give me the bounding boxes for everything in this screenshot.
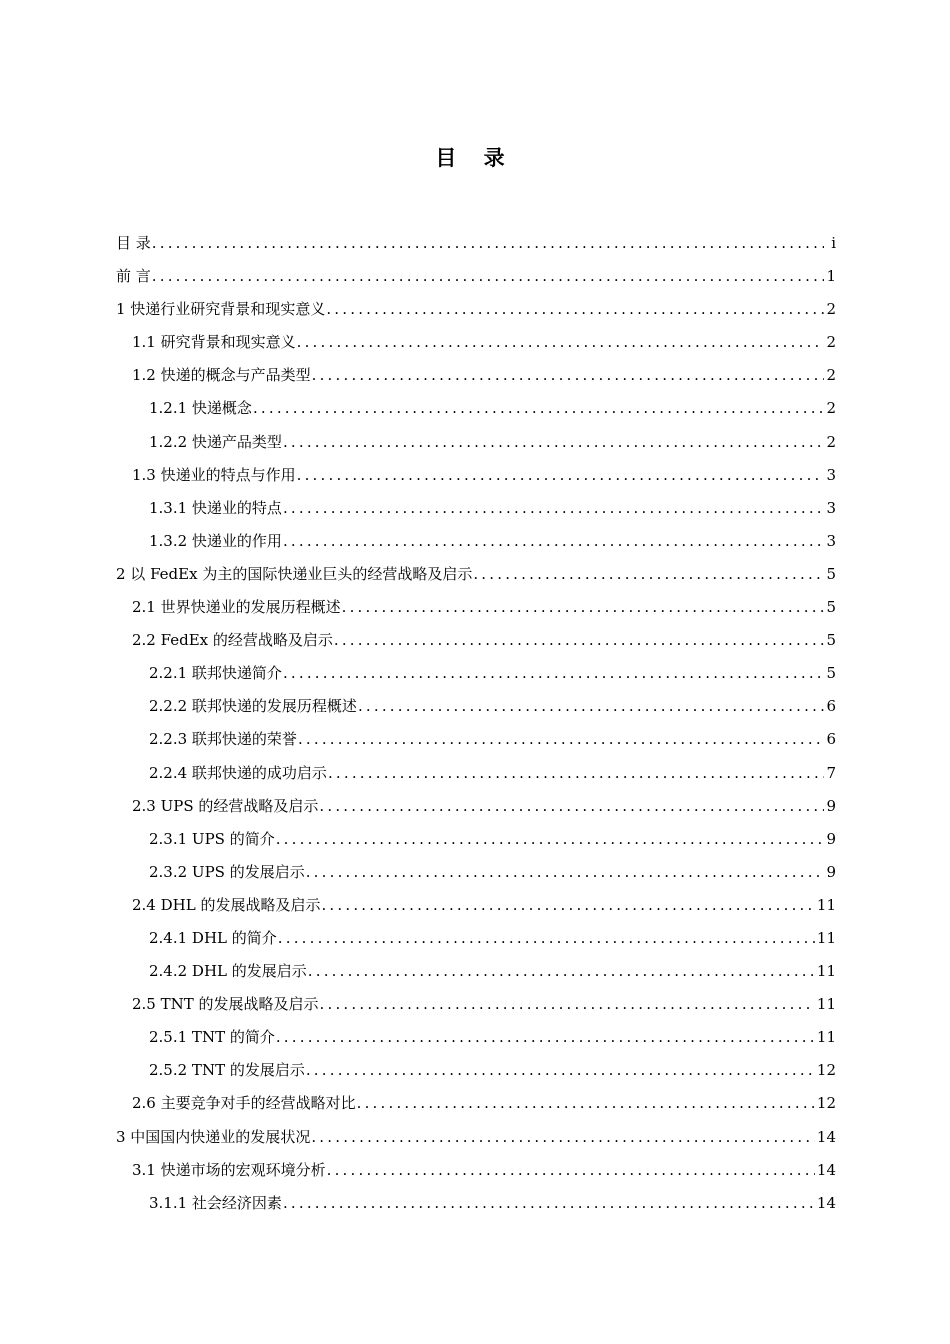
toc-entry[interactable] — [116, 464, 836, 497]
toc-entry-page-number: 1 — [826, 267, 836, 286]
toc-leader-dots — [334, 629, 824, 651]
toc-entry[interactable] — [116, 530, 836, 563]
toc-leader-dots — [298, 728, 824, 750]
toc-entry-label: 2.2.1 联邦快递简介 — [149, 664, 282, 683]
toc-leader-dots — [306, 861, 824, 883]
toc-entry[interactable] — [116, 1159, 836, 1192]
toc-entry[interactable] — [116, 596, 836, 629]
toc-entry-page-number: 11 — [816, 962, 836, 981]
toc-entry-label: 2.4.1 DHL 的简介 — [149, 928, 277, 947]
toc-entry-label: 1.3.2 快递业的作用 — [149, 531, 282, 550]
toc-entry[interactable] — [116, 695, 836, 728]
toc-entry-label: 3 中国国内快递业的发展状况 — [116, 1127, 311, 1146]
toc-entry-label: 2 以 FedEx 为主的国际快递业巨头的经营战略及启示 — [116, 564, 473, 583]
toc-entry[interactable] — [116, 1059, 836, 1092]
toc-entry[interactable] — [116, 828, 836, 861]
toc-entry-page-number: 7 — [826, 763, 836, 782]
toc-entry-page-number: 11 — [816, 1028, 836, 1047]
toc-leader-dots — [283, 1192, 815, 1214]
toc-entry-label: 3.1.1 社会经济因素 — [149, 1193, 282, 1212]
toc-entry[interactable] — [116, 629, 836, 662]
toc-entry-page-number: 14 — [816, 1160, 836, 1179]
toc-leader-dots — [152, 232, 824, 254]
toc-leader-dots — [308, 960, 815, 982]
toc-entry-page-number: 5 — [826, 598, 836, 617]
toc-entry-label: 1.2 快递的概念与产品类型 — [132, 366, 311, 385]
toc-leader-dots — [283, 530, 824, 552]
toc-entry-page-number: 11 — [816, 895, 836, 914]
toc-entry-page-number: 3 — [826, 498, 836, 517]
toc-entry-page-number: 5 — [826, 664, 836, 683]
toc-entry-page-number: 2 — [826, 432, 836, 451]
toc-entry-label: 2.5.2 TNT 的发展启示 — [149, 1061, 305, 1080]
toc-entry-label: 前 言 — [116, 267, 151, 286]
toc-entry-page-number: 14 — [816, 1193, 836, 1212]
toc-leader-dots — [320, 993, 815, 1015]
toc-leader-dots — [328, 762, 824, 784]
toc-leader-dots — [357, 1092, 815, 1114]
toc-entry-page-number: 2 — [826, 333, 836, 352]
toc-entry[interactable] — [116, 960, 836, 993]
toc-entry[interactable] — [116, 563, 836, 596]
toc-entry-label: 2.2.2 联邦快递的发展历程概述 — [149, 697, 357, 716]
toc-leader-dots — [152, 265, 824, 287]
toc-entry-label: 2.2.3 联邦快递的荣誉 — [149, 730, 297, 749]
toc-entry-page-number: 12 — [816, 1061, 836, 1080]
toc-entry[interactable] — [116, 397, 836, 430]
toc-entry-page-number: 2 — [826, 366, 836, 385]
toc-entry[interactable] — [116, 232, 836, 265]
toc-entry-label: 3.1 快递市场的宏观环境分析 — [132, 1160, 326, 1179]
toc-entry[interactable] — [116, 1092, 836, 1125]
toc-leader-dots — [297, 464, 824, 486]
toc-entry-page-number: 6 — [826, 730, 836, 749]
toc-entry-page-number: 5 — [826, 631, 836, 650]
toc-entry-label: 2.4 DHL 的发展战略及启示 — [132, 895, 321, 914]
toc-leader-dots — [342, 596, 824, 618]
table-of-contents — [116, 232, 836, 1225]
toc-leader-dots — [327, 1159, 815, 1181]
toc-leader-dots — [276, 1026, 815, 1048]
toc-entry[interactable] — [116, 265, 836, 298]
toc-leader-dots — [253, 397, 824, 419]
toc-entry-label: 2.2 FedEx 的经营战略及启示 — [132, 631, 333, 650]
toc-entry[interactable] — [116, 1192, 836, 1225]
toc-leader-dots — [278, 927, 815, 949]
toc-entry-page-number: 12 — [816, 1094, 836, 1113]
toc-leader-dots — [297, 331, 824, 353]
page-title: 目 录 — [435, 146, 515, 170]
toc-entry-label: 2.5.1 TNT 的简介 — [149, 1028, 275, 1047]
toc-entry-label: 2.6 主要竞争对手的经营战略对比 — [132, 1094, 356, 1113]
toc-entry-page-number: 3 — [826, 531, 836, 550]
toc-leader-dots — [311, 1126, 815, 1148]
toc-entry[interactable] — [116, 762, 836, 795]
toc-entry[interactable] — [116, 298, 836, 331]
toc-entry[interactable] — [116, 364, 836, 397]
toc-entry-page-number: 9 — [826, 829, 836, 848]
toc-entry-label: 1.1 研究背景和现实意义 — [132, 333, 296, 352]
toc-entry[interactable] — [116, 497, 836, 530]
toc-entry-page-number: 11 — [816, 928, 836, 947]
toc-leader-dots — [312, 364, 824, 386]
toc-entry-page-number: 11 — [816, 995, 836, 1014]
toc-leader-dots — [283, 662, 824, 684]
toc-entry[interactable] — [116, 431, 836, 464]
toc-leader-dots — [358, 695, 824, 717]
toc-entry-label: 2.3.1 UPS 的简介 — [149, 829, 275, 848]
toc-entry[interactable] — [116, 331, 836, 364]
toc-entry-label: 2.1 世界快递业的发展历程概述 — [132, 598, 341, 617]
toc-entry[interactable] — [116, 861, 836, 894]
toc-entry-page-number: i — [831, 234, 836, 252]
toc-entry-label: 2.3 UPS 的经营战略及启示 — [132, 796, 319, 815]
toc-entry-page-number: 2 — [826, 300, 836, 319]
toc-entry[interactable] — [116, 728, 836, 761]
toc-leader-dots — [321, 894, 814, 916]
toc-entry-label: 2.4.2 DHL 的发展启示 — [149, 962, 307, 981]
toc-entry-page-number: 9 — [826, 796, 836, 815]
toc-entry[interactable] — [116, 662, 836, 695]
toc-entry-page-number: 2 — [826, 399, 836, 418]
toc-entry[interactable] — [116, 1126, 836, 1159]
toc-entry-page-number: 3 — [826, 465, 836, 484]
toc-entry-label: 目 录 — [116, 234, 151, 252]
toc-leader-dots — [276, 828, 824, 850]
toc-entry[interactable] — [116, 927, 836, 960]
toc-entry-label: 1 快递行业研究背景和现实意义 — [116, 300, 326, 319]
toc-entry-label: 1.3.1 快递业的特点 — [149, 498, 282, 517]
toc-leader-dots — [306, 1059, 815, 1081]
toc-entry-page-number: 5 — [826, 564, 836, 583]
toc-entry-label: 1.2.1 快递概念 — [149, 399, 252, 418]
toc-leader-dots — [326, 298, 824, 320]
toc-entry[interactable] — [116, 795, 836, 828]
toc-entry-label: 1.2.2 快递产品类型 — [149, 432, 282, 451]
toc-entry-page-number: 9 — [826, 862, 836, 881]
toc-entry-label: 2.2.4 联邦快递的成功启示 — [149, 763, 327, 782]
toc-leader-dots — [319, 795, 824, 817]
toc-entry-page-number: 6 — [826, 697, 836, 716]
toc-entry[interactable] — [116, 993, 836, 1026]
toc-entry-page-number: 14 — [816, 1127, 836, 1146]
toc-leader-dots — [283, 497, 824, 519]
toc-entry-label: 2.3.2 UPS 的发展启示 — [149, 862, 305, 881]
toc-leader-dots — [283, 431, 824, 453]
toc-entry[interactable] — [116, 894, 836, 927]
toc-entry-label: 1.3 快递业的特点与作用 — [132, 465, 296, 484]
toc-entry[interactable] — [116, 1026, 836, 1059]
toc-entry-label: 2.5 TNT 的发展战略及启示 — [132, 995, 319, 1014]
toc-leader-dots — [473, 563, 824, 585]
